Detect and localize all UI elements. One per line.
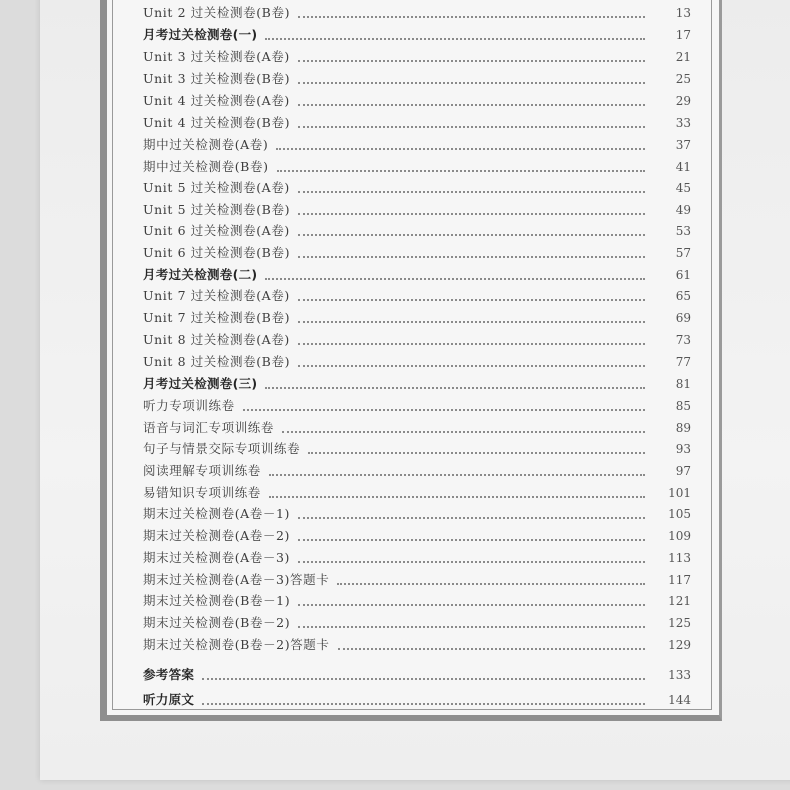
toc-entry [143, 570, 691, 590]
toc-entry-page-number: 105 [668, 507, 691, 521]
toc-leader-dots [298, 125, 645, 128]
toc-leader-dots [298, 625, 645, 628]
toc-leader-dots [298, 190, 645, 193]
toc-entry [143, 613, 691, 633]
toc-leader-dots [298, 560, 645, 563]
toc-entry [143, 47, 691, 67]
toc-entry [143, 69, 691, 89]
toc-entry [143, 374, 691, 394]
toc-leader-dots [298, 538, 645, 541]
toc-entry-title: 月考过关检测卷(三) [143, 376, 258, 391]
toc-entry [143, 690, 691, 710]
toc-entry [143, 286, 691, 306]
toc-entry-page-number: 117 [668, 573, 691, 587]
toc-entry-title: 易错知识专项训练卷 [143, 485, 261, 500]
toc-entry-page-number: 97 [675, 464, 691, 478]
toc-entry-title: 听力专项训练卷 [143, 398, 235, 413]
toc-entry-page-number: 49 [675, 203, 691, 217]
toc-leader-dots [265, 37, 645, 40]
toc-entry-page-number: 101 [668, 486, 691, 500]
toc-leader-dots [298, 320, 645, 323]
toc-entry-title: 句子与情景交际专项训练卷 [143, 441, 301, 456]
toc-entry-title: 期中过关检测卷(A卷) [143, 137, 269, 152]
toc-leader-dots [243, 408, 645, 411]
toc-entry-page-number: 85 [675, 399, 691, 413]
toc-entry-page-number: 53 [675, 224, 691, 238]
toc-leader-dots [308, 451, 645, 454]
toc-entry-title: Unit 7 过关检测卷(A卷) [143, 288, 290, 303]
toc-entry-page-number: 81 [675, 377, 691, 391]
toc-entry-page-number: 144 [668, 693, 691, 707]
toc-entry [143, 439, 691, 459]
toc-entry [143, 548, 691, 568]
toc-entry-title: Unit 6 过关检测卷(A卷) [143, 223, 290, 238]
toc-leader-dots [298, 516, 645, 519]
toc-entry-title: Unit 7 过关检测卷(B卷) [143, 310, 291, 325]
toc-leader-dots [298, 81, 645, 84]
toc-leader-dots [298, 255, 645, 258]
toc-entry [143, 178, 691, 198]
toc-entry-page-number: 109 [668, 529, 691, 543]
toc-leader-dots [298, 212, 645, 215]
toc-leader-dots [282, 430, 645, 433]
toc-entry-page-number: 93 [675, 442, 691, 456]
toc-leader-dots [277, 169, 645, 172]
toc-entry-page-number: 45 [675, 181, 691, 195]
toc-entry-page-number: 73 [675, 333, 691, 347]
toc-leader-dots [202, 702, 645, 705]
toc-leader-dots [298, 342, 645, 345]
toc-entry-title: 期末过关检测卷(A卷－3) [143, 550, 291, 565]
toc-entry [143, 25, 691, 45]
toc-entry-page-number: 77 [675, 355, 691, 369]
toc-entry [143, 418, 691, 438]
toc-leader-dots [202, 677, 645, 680]
toc-entry-title: Unit 2 过关检测卷(B卷) [143, 5, 291, 20]
toc-entry [143, 352, 691, 372]
toc-entry-title: 期末过关检测卷(B卷－1) [143, 593, 291, 608]
toc-entry-page-number: 29 [675, 94, 691, 108]
toc-leader-dots [269, 495, 645, 498]
toc-leader-dots [298, 298, 645, 301]
toc-entry-page-number: 57 [675, 246, 691, 260]
toc-entry-page-number: 61 [675, 268, 691, 282]
toc-leader-dots [298, 15, 645, 18]
toc-entry-page-number: 121 [668, 594, 691, 608]
toc-entry-title: 听力原文 [143, 692, 195, 707]
toc-entry-title: 期末过关检测卷(B卷－2) [143, 615, 291, 630]
toc-entry [143, 243, 691, 263]
toc-entry-title: 参考答案 [143, 667, 195, 682]
toc-entry-page-number: 129 [668, 638, 691, 652]
toc-entry-title: 期中过关检测卷(B卷) [143, 159, 269, 174]
toc-leader-dots [265, 386, 645, 389]
toc-leader-dots [337, 582, 645, 585]
toc-entry-page-number: 89 [675, 421, 691, 435]
toc-entry-title: 语音与词汇专项训练卷 [143, 420, 275, 435]
toc-entry-title: 月考过关检测卷(一) [143, 27, 258, 42]
toc-entry [143, 591, 691, 611]
toc-entry-page-number: 65 [675, 289, 691, 303]
toc-entry [143, 461, 691, 481]
toc-entry [143, 3, 691, 23]
toc-entry-title: Unit 3 过关检测卷(A卷) [143, 49, 290, 64]
toc-entry [143, 91, 691, 111]
toc-entry-title: 阅读理解专项训练卷 [143, 463, 261, 478]
toc-entry [143, 265, 691, 285]
toc-entry [143, 308, 691, 328]
toc-entry-title: Unit 8 过关检测卷(A卷) [143, 332, 290, 347]
toc-entry-title: 月考过关检测卷(二) [143, 267, 258, 282]
toc-entry [143, 330, 691, 350]
toc-entry [143, 635, 691, 655]
toc-leader-dots [298, 603, 645, 606]
toc-leader-dots [298, 103, 645, 106]
toc-entry-page-number: 125 [668, 616, 691, 630]
toc-entry-title: 期末过关检测卷(A卷－3)答题卡 [143, 572, 330, 587]
toc-entry-page-number: 13 [675, 6, 691, 20]
toc-entry-title: Unit 4 过关检测卷(B卷) [143, 115, 291, 130]
toc-entry-title: Unit 5 过关检测卷(B卷) [143, 202, 291, 217]
toc-entry-title: 期末过关检测卷(A卷－2) [143, 528, 291, 543]
toc-leader-dots [276, 147, 645, 150]
toc-leader-dots [265, 277, 645, 280]
toc-leader-dots [298, 233, 645, 236]
toc-leader-dots [338, 647, 646, 650]
toc-entry [143, 396, 691, 416]
toc-entry-page-number: 21 [675, 50, 691, 64]
toc-entry-page-number: 69 [675, 311, 691, 325]
toc-entry-title: Unit 8 过关检测卷(B卷) [143, 354, 291, 369]
toc-entry-title: 期末过关检测卷(A卷－1) [143, 506, 291, 521]
toc-leader-dots [269, 473, 645, 476]
toc-entry [143, 135, 691, 155]
toc-entry-page-number: 41 [675, 160, 691, 174]
toc-leader-dots [298, 364, 645, 367]
toc-entry-title: Unit 4 过关检测卷(A卷) [143, 93, 290, 108]
toc-entry-page-number: 33 [675, 116, 691, 130]
toc-entry-title: 期末过关检测卷(B卷－2)答题卡 [143, 637, 330, 652]
toc-entry-title: Unit 6 过关检测卷(B卷) [143, 245, 291, 260]
toc-entry-title: Unit 5 过关检测卷(A卷) [143, 180, 290, 195]
toc-entry-title: Unit 3 过关检测卷(B卷) [143, 71, 291, 86]
toc-entry [143, 113, 691, 133]
toc-entry [143, 483, 691, 503]
toc-entry [143, 665, 691, 685]
toc-entry [143, 221, 691, 241]
toc-entry [143, 504, 691, 524]
toc-leader-dots [298, 59, 645, 62]
toc-entry-page-number: 133 [668, 668, 691, 682]
toc-entry-page-number: 37 [675, 138, 691, 152]
toc-entry-page-number: 25 [675, 72, 691, 86]
toc-entry [143, 526, 691, 546]
toc-entry [143, 200, 691, 220]
toc-entry [143, 157, 691, 177]
toc-entry-page-number: 113 [668, 551, 691, 565]
toc-entry-page-number: 17 [675, 28, 691, 42]
